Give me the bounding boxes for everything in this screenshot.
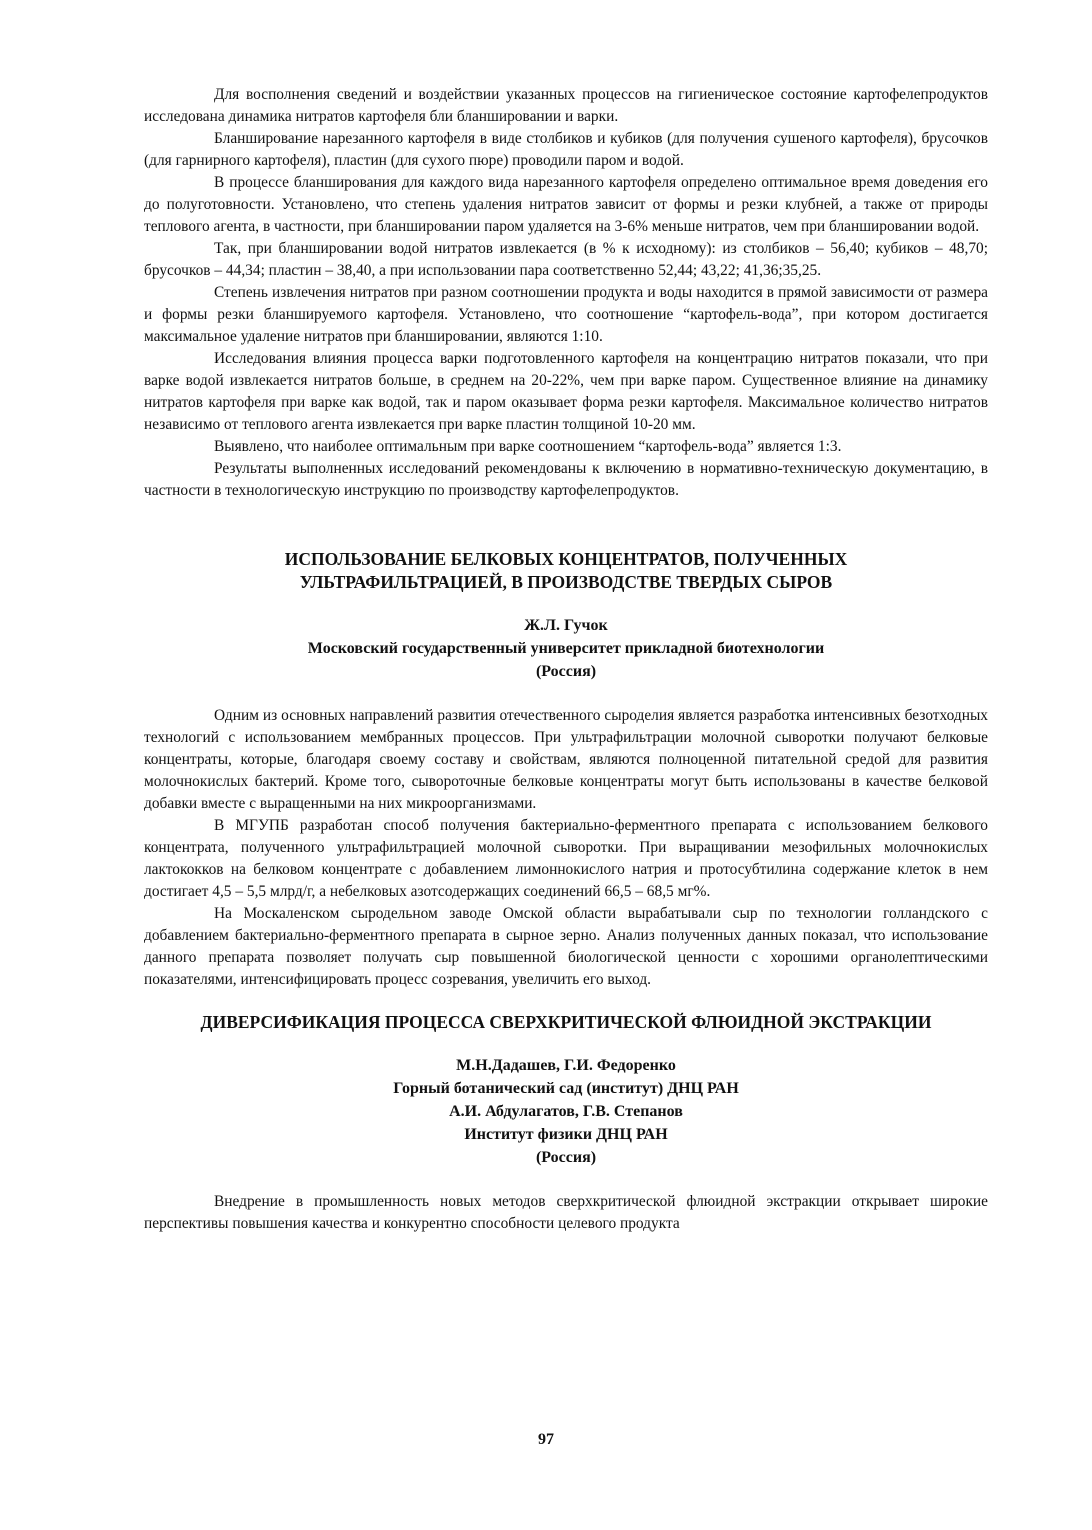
affiliation: Московский государственный университет прикладной биотехнологии [307, 640, 825, 657]
paragraph: Результаты выполненных исследований рекомендованы к включению в нормативно-техническую документацию, в частности в технологическую инструкцию по производству картофелепродуктов. [144, 460, 988, 499]
affiliation: Институт физики ДНЦ РАН [464, 1126, 668, 1143]
paragraph: На Москаленском сыродельном заводе Омской области вырабатывали сыр по технологии голландского с добавлением бактериально-ферментного препарата в сырное зерно. Анализ полученных данных показал, что использование данного препарата позволяет получать сыр повышенной биологической ценности с хорошими органолептическими показателями, интенсифицировать процесс созревания, увеличить его выход. [144, 905, 988, 988]
authors: А.И. Абдулагатов, Г.В. Степанов [449, 1103, 683, 1120]
paragraph: Степень извлечения нитратов при разном соотношении продукта и воды находится в прямой зависимости от размера и формы резки бланшируемого картофеля. Установлено, что соотношение “картофель-вода”, при котором достигается максимальное удаление нитратов при бланшировании, являются 1:10. [144, 284, 988, 345]
country: (Россия) [535, 1149, 597, 1166]
paragraph: Выявлено, что наиболее оптимальным при варке соотношением “картофель-вода” является 1:3. [214, 438, 842, 455]
country: (Россия) [535, 663, 597, 680]
page-content [144, 84, 988, 1235]
section-title: УЛЬТРАФИЛЬТРАЦИЕЙ, В ПРОИЗВОДСТВЕ ТВЕРДЫХ СЫРОВ [299, 572, 833, 592]
section-title: ИСПОЛЬЗОВАНИЕ БЕЛКОВЫХ КОНЦЕНТРАТОВ, ПОЛУЧЕННЫХ [284, 549, 848, 569]
authors: М.Н.Дадашев, Г.И. Федоренко [456, 1057, 676, 1074]
paragraph: Бланширование нарезанного картофеля в виде столбиков и кубиков (для получения сушеного картофеля), брусочков (для гарнирного картофеля), пластин (для сухого пюре) проводили паром и водой. [144, 130, 988, 169]
paragraph: В МГУПБ разработан способ получения бактериально-ферментного препарата с использованием белкового концентрата, полученного ультрафильтрацией молочной сыворотки. При выращивании мезофильных молочнокислых лактококков на белковом концентрате с добавлением лимоннокислого натрия и протосубтилина содержание клеток в нем достигает 4,5 – 5,5 млрд/г, а небелковых азотсодержащих соединений 66,5 – 68,5 мг%. [144, 817, 988, 900]
paragraph: Исследования влияния процесса варки подготовленного картофеля на концентрацию нитратов показали, что при варке водой извлекается нитратов больше, в среднем на 20-22%, чем при варке паром. Существенное влияние на динамику нитратов картофеля при варке как водой, так и паром оказывает форма резки картофеля. Максимальное количество нитратов независимо от теплового агента извлекается при варке пластин толщиной 10-20 мм. [144, 350, 988, 433]
page-number: 97 [538, 1431, 554, 1448]
paragraph: Одним из основных направлений развития отечественного сыроделия является разработка интенсивных безотходных технологий с использованием мембранных процессов. При ультрафильтрации молочной сыворотки получают белковые концентраты, которые, благодаря своему составу и свойствам, являются полноценной питательной средой для развития молочнокислых бактерий. Кроме того, сывороточные белковые концентраты могут быть использованы в качестве белковой добавки вместе с выращенными на них микроорганизмами. [144, 707, 988, 812]
paragraph: Для восполнения сведений и воздействии указанных процессов на гигиеническое состояние картофелепродуктов исследована динамика нитратов картофеля бли бланшировании и варки. [144, 86, 988, 125]
section-title: ДИВЕРСИФИКАЦИЯ ПРОЦЕССА СВЕРХКРИТИЧЕСКОЙ ФЛЮИДНОЙ ЭКСТРАКЦИИ [200, 1012, 932, 1032]
affiliation: Горный ботанический сад (институт) ДНЦ РАН [393, 1080, 739, 1097]
author: Ж.Л. Гучок [524, 617, 608, 634]
paragraph: В процессе бланширования для каждого вида нарезанного картофеля определено оптимальное время доведения его до полуготовности. Установлено, что степень удаления нитратов зависит от формы и резки клубней, а также от природы теплового агента, в частности, при бланшировании паром удаляется на 3-6% меньше нитратов, чем при бланшировании водой. [144, 174, 988, 235]
paragraph: Внедрение в промышленность новых методов сверхкритической флюидной экстракции открывает широкие перспективы повышения качества и конкурентно способности целевого продукта [144, 1193, 988, 1232]
paragraph: Так, при бланшировании водой нитратов извлекается (в % к исходному): из столбиков – 56,40; кубиков – 48,70; брусочков – 44,34; пластин – 38,40, а при использовании пара соответственно 52,44; 43,22; 41,36;35,25. [144, 240, 988, 279]
